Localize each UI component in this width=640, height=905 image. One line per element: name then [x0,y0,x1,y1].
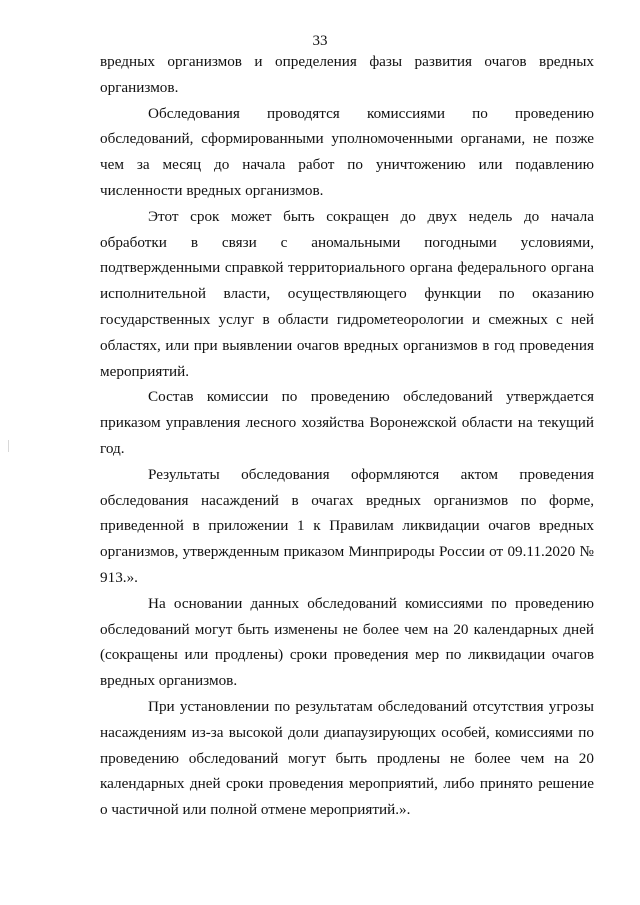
paragraph-extension: При установлении по результатам обследований отсутствия угрозы насаждениям из-за высокой доли диапаузирующих особей, комиссиями по проведению обследований могут быть продлены не более чем на 20 календарных дней сроки проведения мероприятий, либо принято решение о частичной или полной отмене мероприятий.». [100,697,594,819]
scan-artifact [8,440,9,452]
document-body [100,49,594,823]
paragraph-commissions: Обследования проводятся комиссиями по проведению обследований, сформированными уполномоченными органами, не позже чем за месяц до начала работ по уничтожению или подавлению численности вредных организмов. [100,104,594,199]
paragraph-commission-composition: Состав комиссии по проведению обследований утверждается приказом управления лесного хозяйства Воронежской области на текущий год. [100,388,594,457]
page-number: 33 [312,33,328,49]
paragraph-term-changes: На основании данных обследований комиссиями по проведению обследований могут быть изменены не более чем на 20 календарных дней (сокращены или продлены) сроки проведения мер по ликвидации очагов вредных организмов. [100,594,594,690]
paragraph-continuation: вредных организмов и определения фазы развития очагов вредных организмов. [100,53,594,96]
paragraph-results: Результаты обследования оформляются актом проведения обследования насаждений в очагах вредных организмов по форме, приведенной в приложении 1 к Правилам ликвидации очагов вредных организмов, утвержденным приказом Минприроды России от 09.11.2020 № 913.». [100,465,594,586]
paragraph-term-reduction: Этот срок может быть сокращен до двух недель до начала обработки в связи с аномальными погодными условиями, подтвержденными справкой территориального органа федерального органа исполнительной власти, осуществляющего функции по оказанию государственных услуг в области гидрометеорологии и смежных с ней областях, или при выявлении очагов вредных организмов в год проведения мероприятий. [100,207,594,380]
